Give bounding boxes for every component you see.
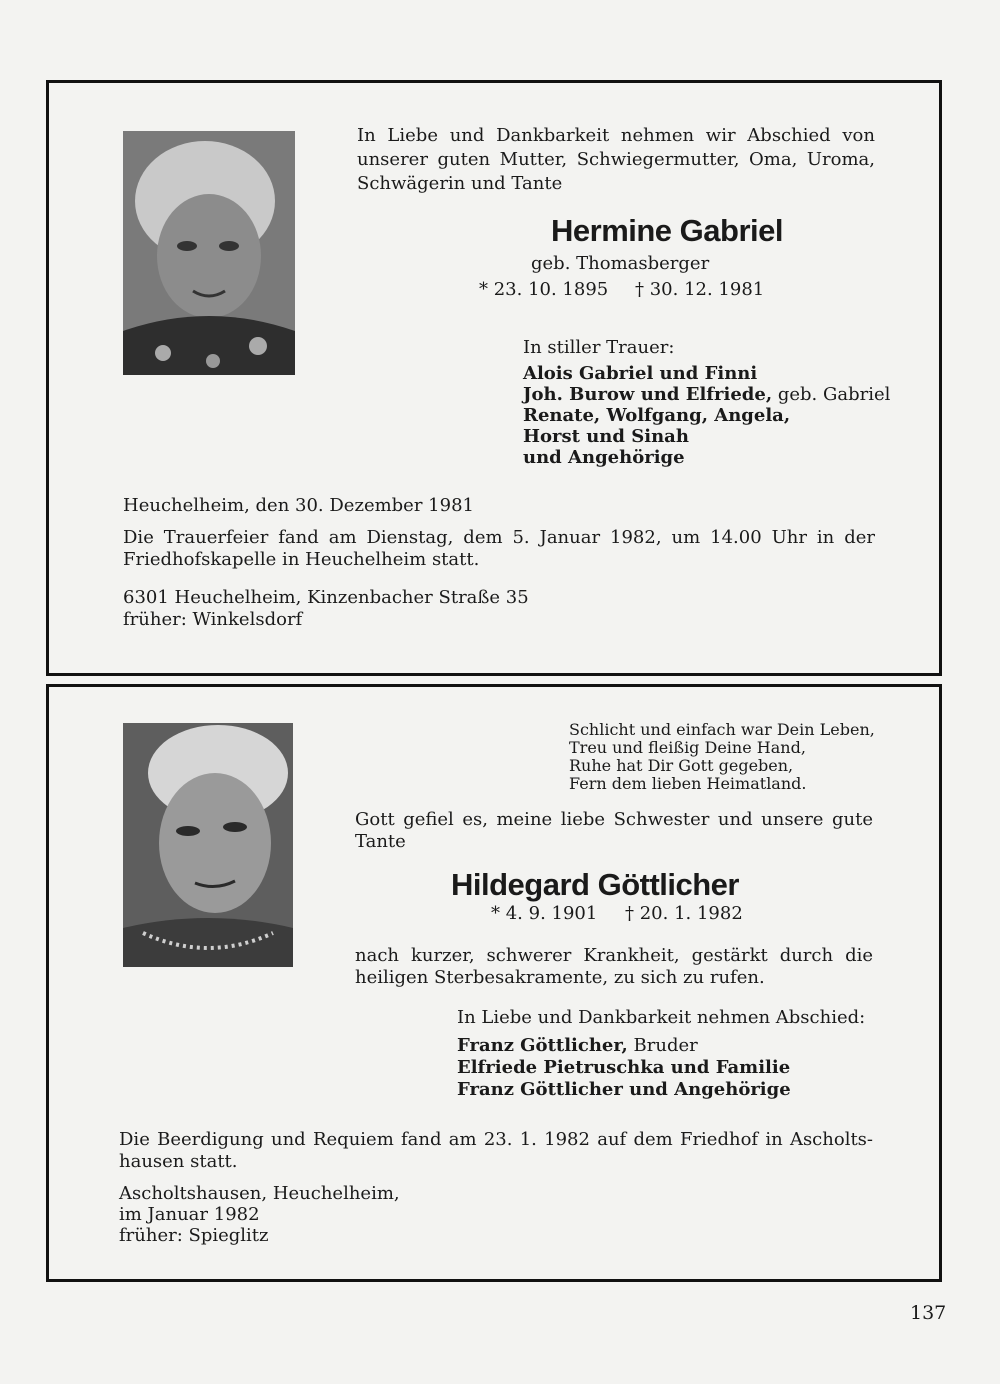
burial-line: hausen statt. [119, 1151, 238, 1172]
intro-line: Tante [355, 831, 406, 852]
mourner-line: Renate, Wolfgang, Angela, [523, 405, 791, 426]
portrait-photo [123, 723, 293, 967]
intro-line: In Liebe und Dankbarkeit nehmen wir Abschied von [357, 125, 875, 146]
verse-line: Treu und fleißig Deine Hand, [569, 738, 806, 757]
mourner-line: Joh. Burow und Elfriede, geb. Gabriel [523, 384, 891, 405]
mourner-line: Franz Göttlicher, Bruder [457, 1035, 698, 1056]
service-line: Die Trauerfeier fand am Dienstag, dem 5. Januar 1982, um 14.00 Uhr in der [123, 527, 875, 548]
portrait-photo [123, 131, 295, 375]
mourner-line: und Angehörige [523, 447, 685, 468]
deceased-name: Hermine Gabriel [551, 213, 783, 248]
obituary-notice-hildegard-goettlicher [46, 684, 942, 1282]
mourners-heading: In Liebe und Dankbarkeit nehmen Abschied: [457, 1007, 866, 1028]
text-line: heiligen Sterbesakramente, zu sich zu rufen. [355, 967, 765, 988]
place-line: früher: Spieglitz [119, 1225, 269, 1246]
death-date: † 30. 12. 1981 [635, 279, 765, 300]
service-line: Friedhofskapelle in Heuchelheim statt. [123, 549, 480, 570]
verse-line: Fern dem lieben Heimatland. [569, 774, 807, 793]
intro-line: unserer guten Mutter, Schwiegermutter, Oma, Uroma, [357, 149, 875, 170]
place-date: Heuchelheim, den 30. Dezember 1981 [123, 495, 474, 516]
verse-line: Schlicht und einfach war Dein Leben, [569, 720, 875, 739]
maiden-name: geb. Thomasberger [531, 253, 710, 274]
address-line: früher: Winkelsdorf [123, 609, 303, 630]
burial-line: Die Beerdigung und Requiem fand am 23. 1. 1982 auf dem Friedhof in Ascholts- [119, 1129, 873, 1150]
address-line: 6301 Heuchelheim, Kinzenbacher Straße 35 [123, 587, 529, 608]
birth-date: * 4. 9. 1901 [491, 903, 598, 924]
mourners-heading: In stiller Trauer: [523, 337, 675, 358]
mourner-line: Horst und Sinah [523, 426, 689, 447]
deceased-name: Hildegard Göttlicher [451, 867, 739, 902]
page-number: 137 [910, 1302, 947, 1324]
death-date: † 20. 1. 1982 [625, 903, 743, 924]
text-line: nach kurzer, schwerer Krankheit, gestärkt durch die [355, 945, 873, 966]
intro-line: Schwägerin und Tante [357, 173, 563, 194]
mourner-line: Franz Göttlicher und Angehörige [457, 1079, 791, 1100]
place-line: im Januar 1982 [119, 1204, 260, 1225]
mourner-line: Elfriede Pietruschka und Familie [457, 1057, 791, 1078]
obituary-notice-hermine-gabriel [46, 80, 942, 676]
place-line: Ascholtshausen, Heuchelheim, [119, 1183, 400, 1204]
verse-line: Ruhe hat Dir Gott gegeben, [569, 756, 794, 775]
birth-date: * 23. 10. 1895 [479, 279, 609, 300]
intro-line: Gott gefiel es, meine liebe Schwester und unsere gute [355, 809, 873, 830]
mourner-line: Alois Gabriel und Finni [523, 363, 758, 384]
